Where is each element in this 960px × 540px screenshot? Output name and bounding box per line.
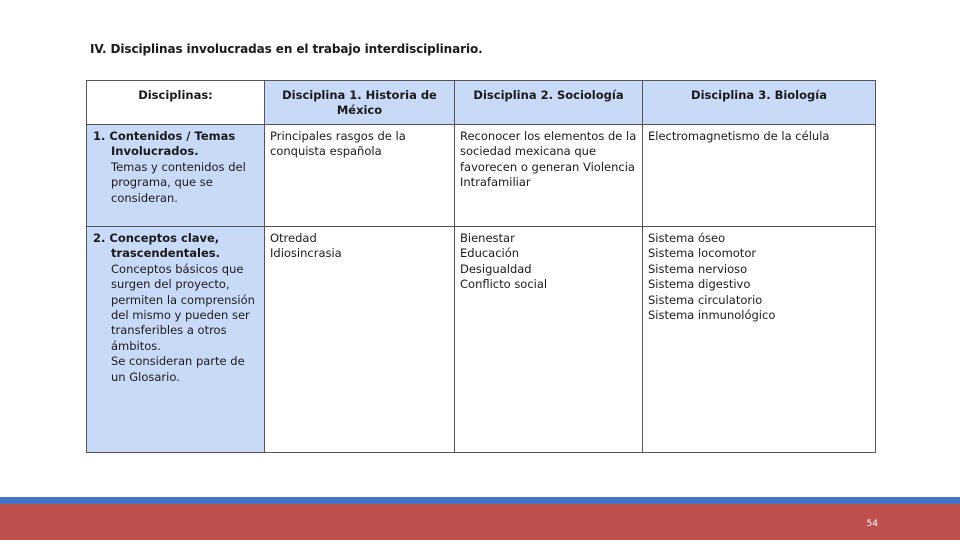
page-number: 54 (866, 519, 878, 529)
list-item: Sistema óseo (648, 231, 726, 245)
row-label-title (93, 129, 259, 160)
row-label-note: Se consideran parte de un Glosario. (111, 354, 245, 384)
table-header-row (87, 81, 876, 125)
row-label-conceptos (87, 227, 265, 453)
footer-stripe-red (0, 504, 960, 540)
list-item: Conflicto social (460, 277, 548, 292)
header-disciplina-2: Disciplina 2. Sociología (455, 81, 643, 125)
row-label-description: Conceptos básicos que surgen del proyecto, permiten la comprensión del mismo y pueden ser transferibles a otros ámbitos. (111, 261, 255, 353)
disciplines-table (86, 80, 876, 453)
header-disciplinas: Disciplinas: (87, 81, 265, 125)
footer-stripe-blue (0, 497, 960, 504)
cell-historia-contenidos (265, 125, 455, 227)
list-item: Reconocer los elementos de la sociedad mexicana que favorecen o generan Violencia Intrafamiliar (460, 129, 637, 190)
table-row-contenidos (87, 125, 876, 227)
cell-sociologia-contenidos (455, 125, 643, 227)
cell-biologia-conceptos (643, 227, 876, 453)
row-label-title-line: Involucrados. (111, 144, 199, 159)
slide-title: IV. Disciplinas involucradas en el trabajo interdisciplinario. (90, 42, 483, 56)
cell-sociologia-conceptos (455, 227, 643, 453)
row-label-description: Temas y contenidos del programa, que se consideran. (111, 159, 246, 205)
list-item: Electromagnetismo de la célula (648, 129, 830, 143)
cell-biologia-contenidos (643, 125, 876, 227)
header-disciplina-3: Disciplina 3. Biología (643, 81, 876, 125)
list-item: Idiosincrasia (270, 246, 342, 261)
list-item: Desigualdad (460, 261, 532, 276)
list-item: Otredad (270, 231, 317, 245)
row-label-title-line: 2. Conceptos clave, (93, 231, 220, 245)
list-item: Educación (460, 246, 520, 261)
header-disciplina-1: Disciplina 1. Historia de México (265, 81, 455, 125)
row-label-contenidos (87, 125, 265, 227)
table-row-conceptos (87, 227, 876, 453)
row-label-title (93, 231, 259, 262)
list-item: Sistema digestivo (648, 277, 751, 292)
list-item: Principales rasgos de la conquista española (270, 129, 406, 159)
list-item: Bienestar (460, 231, 515, 245)
list-item: Sistema nervioso (648, 261, 748, 276)
row-label-title-line: 1. Contenidos / Temas (93, 129, 236, 143)
list-item: Sistema inmunológico (648, 308, 776, 323)
row-label-title-line: trascendentales. (111, 246, 221, 261)
list-item: Sistema locomotor (648, 246, 757, 261)
list-item: Sistema circulatorio (648, 292, 763, 307)
cell-historia-conceptos (265, 227, 455, 453)
